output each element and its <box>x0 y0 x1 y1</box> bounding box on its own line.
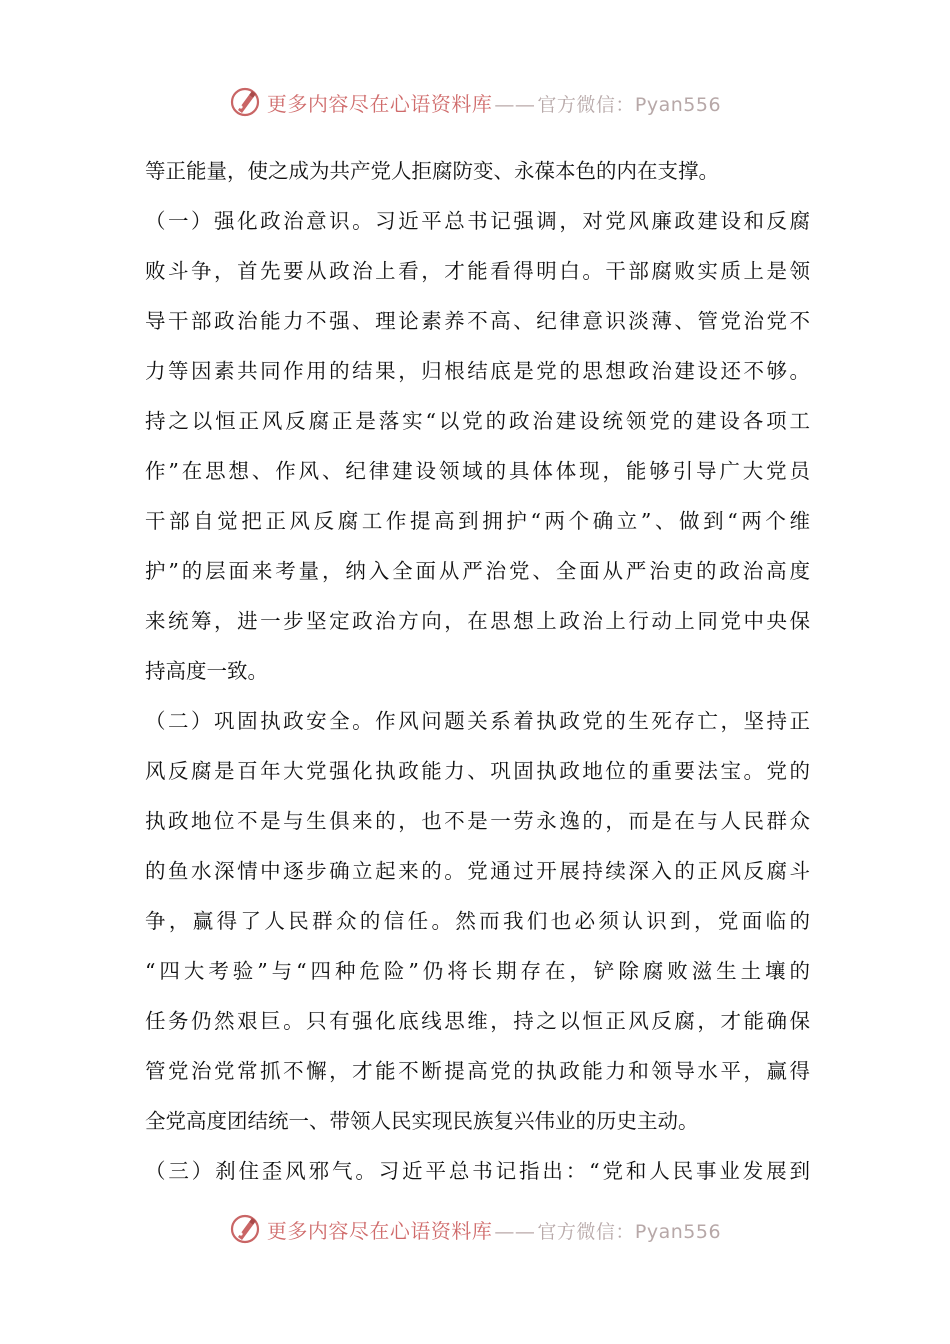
text-line: 执政地位不是与生俱来的，也不是一劳永逸的，而是在与人民群众 <box>145 809 810 833</box>
pen-nib-circle-icon <box>229 86 261 118</box>
text-line: 的鱼水深情中逐步确立起来的。党通过开展持续深入的正风反腐斗 <box>145 859 810 883</box>
header-watermark <box>0 84 950 120</box>
watermark-contact: 官方微信：Pyan556 <box>537 1220 722 1243</box>
text-line: “四大考验”与“四种危险”仍将长期存在，铲除腐败滋生土壤的 <box>145 959 810 983</box>
text-line: 护”的层面来考量，纳入全面从严治党、全面从严治吏的政治高度 <box>145 559 810 583</box>
pen-nib-circle-icon <box>229 1213 261 1245</box>
text-line: 作”在思想、作风、纪律建设领域的具体体现，能够引导广大党员 <box>145 459 810 483</box>
watermark-brand: 更多内容尽在心语资料库 <box>266 91 493 116</box>
text-line: （一）强化政治意识。习近平总书记强调，对党风廉政建设和反腐 <box>145 209 810 233</box>
watermark-separator: —— <box>494 1218 536 1243</box>
text-line: 持之以恒正风反腐正是落实“以党的政治建设统领党的建设各项工 <box>145 409 810 433</box>
footer-watermark <box>0 1211 950 1247</box>
text-line: 争，赢得了人民群众的信任。然而我们也必须认识到，党面临的 <box>145 909 810 933</box>
text-line: 管党治党常抓不懈，才能不断提高党的执政能力和领导水平，赢得 <box>145 1059 810 1083</box>
text-line: 败斗争，首先要从政治上看，才能看得明白。干部腐败实质上是领 <box>145 259 810 283</box>
watermark-brand: 更多内容尽在心语资料库 <box>266 1218 493 1243</box>
body-text <box>145 146 810 1196</box>
text-line: 任务仍然艰巨。只有强化底线思维，持之以恒正风反腐，才能确保 <box>145 1009 810 1033</box>
text-line: （二）巩固执政安全。作风问题关系着执政党的生死存亡，坚持正 <box>145 709 810 733</box>
text-line: 导干部政治能力不强、理论素养不高、纪律意识淡薄、管党治党不 <box>145 309 810 333</box>
text-line: 全党高度团结统一、带领人民实现民族复兴伟业的历史主动。 <box>145 1109 699 1133</box>
text-line: （三）刹住歪风邪气。习近平总书记指出：“党和人民事业发展到 <box>145 1159 810 1183</box>
text-line: 持高度一致。 <box>145 659 268 683</box>
text-line: 干部自觉把正风反腐工作提高到拥护“两个确立”、做到“两个维 <box>145 509 810 533</box>
watermark-contact: 官方微信：Pyan556 <box>537 93 722 116</box>
text-line: 力等因素共同作用的结果，归根结底是党的思想政治建设还不够。 <box>145 359 810 383</box>
text-line: 来统筹，进一步坚定政治方向，在思想上政治上行动上同党中央保 <box>145 609 810 633</box>
text-line: 风反腐是百年大党强化执政能力、巩固执政地位的重要法宝。党的 <box>145 759 810 783</box>
watermark-separator: —— <box>494 91 536 116</box>
text-line: 等正能量，使之成为共产党人拒腐防变、永葆本色的内在支撑。 <box>145 159 719 183</box>
